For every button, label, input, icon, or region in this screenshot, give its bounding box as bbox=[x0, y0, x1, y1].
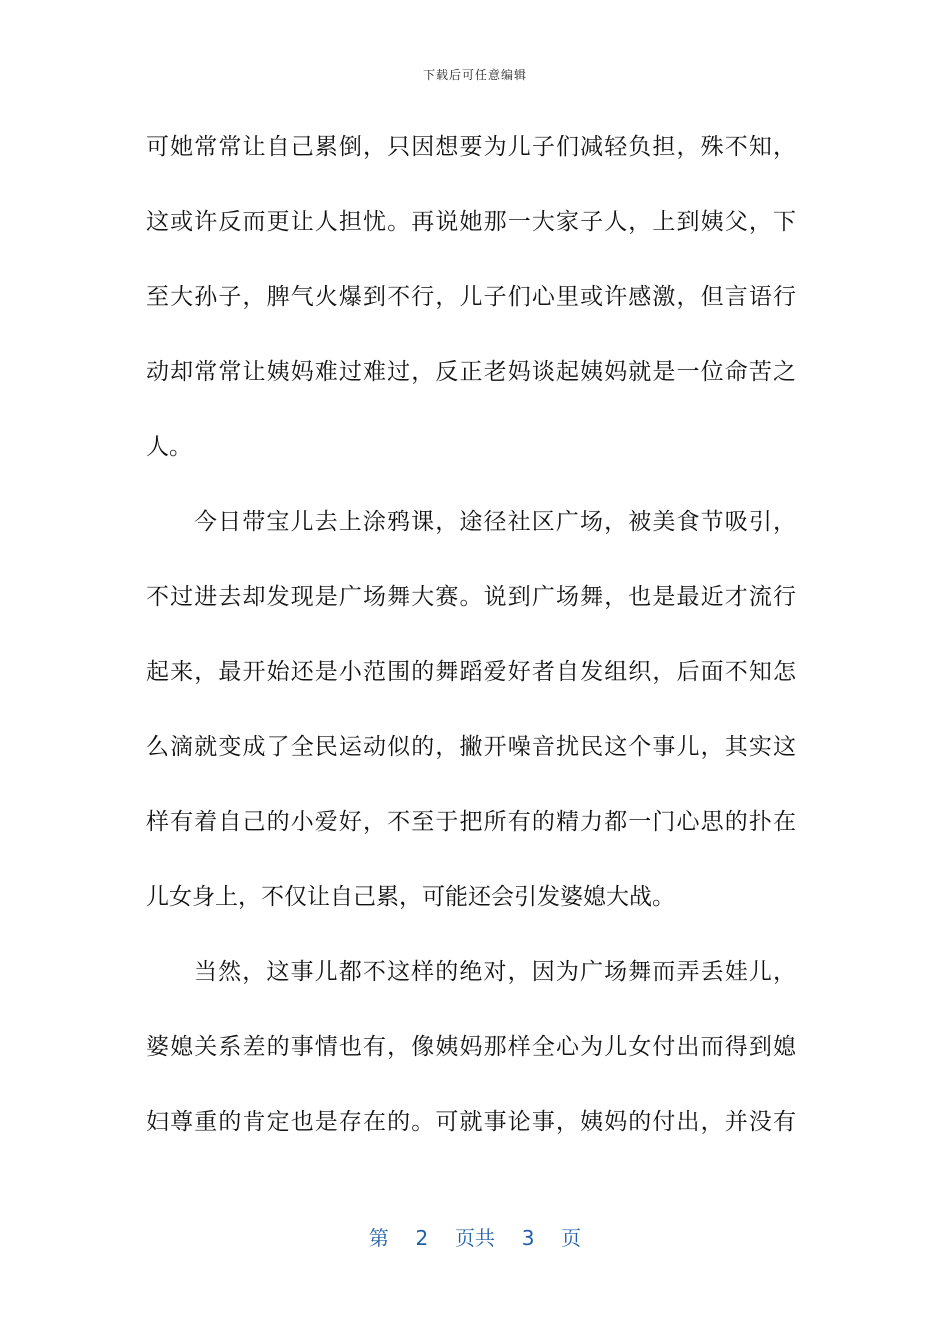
text-line: 动却常常让姨妈难过难过，反正老妈谈起姨妈就是一位命苦之 bbox=[146, 359, 796, 385]
document-body bbox=[146, 124, 796, 1174]
text-line: 人。 bbox=[146, 434, 192, 460]
text-line: 今日带宝儿去上涂鸦课，途径社区广场，被美食节吸引， bbox=[194, 509, 796, 535]
text-line: 儿女身上，不仅让自己累，可能还会引发婆媳大战。 bbox=[146, 884, 675, 910]
text-line: 当然，这事儿都不这样的绝对，因为广场舞而弄丢娃儿， bbox=[194, 959, 796, 985]
paragraph-2 bbox=[146, 499, 796, 949]
page-header: 下载后可任意编辑 bbox=[422, 68, 527, 82]
text-line: 不过进去却发现是广场舞大赛。说到广场舞，也是最近才流行 bbox=[146, 584, 796, 610]
text-line: 起来，最开始还是小范围的舞蹈爱好者自发组织，后面不知怎 bbox=[146, 659, 796, 685]
paragraph-1 bbox=[146, 124, 796, 499]
footer-middle: 页共 bbox=[455, 1226, 495, 1250]
text-line: 妇尊重的肯定也是存在的。可就事论事，姨妈的付出，并没有 bbox=[146, 1109, 796, 1135]
text-line: 么滴就变成了全民运动似的，撇开噪音扰民这个事儿，其实这 bbox=[146, 734, 796, 760]
text-line: 婆媳关系差的事情也有，像姨妈那样全心为儿女付出而得到媳 bbox=[146, 1034, 796, 1060]
text-line: 可她常常让自己累倒，只因想要为儿子们减轻负担，殊不知， bbox=[146, 134, 796, 160]
text-line: 至大孙子，脾气火爆到不行，儿子们心里或许感激，但言语行 bbox=[146, 284, 796, 310]
text-line: 这或许反而更让人担忧。再说她那一大家子人，上到姨父，下 bbox=[146, 209, 796, 235]
footer-suffix: 页 bbox=[561, 1226, 582, 1250]
total-pages-number: 3 bbox=[521, 1226, 535, 1250]
page-number-footer bbox=[0, 1222, 950, 1251]
footer-prefix: 第 bbox=[368, 1226, 389, 1250]
text-line: 样有着自己的小爱好，不至于把所有的精力都一门心思的扑在 bbox=[146, 809, 796, 835]
paragraph-3 bbox=[146, 949, 796, 1174]
current-page-number: 2 bbox=[415, 1226, 429, 1250]
